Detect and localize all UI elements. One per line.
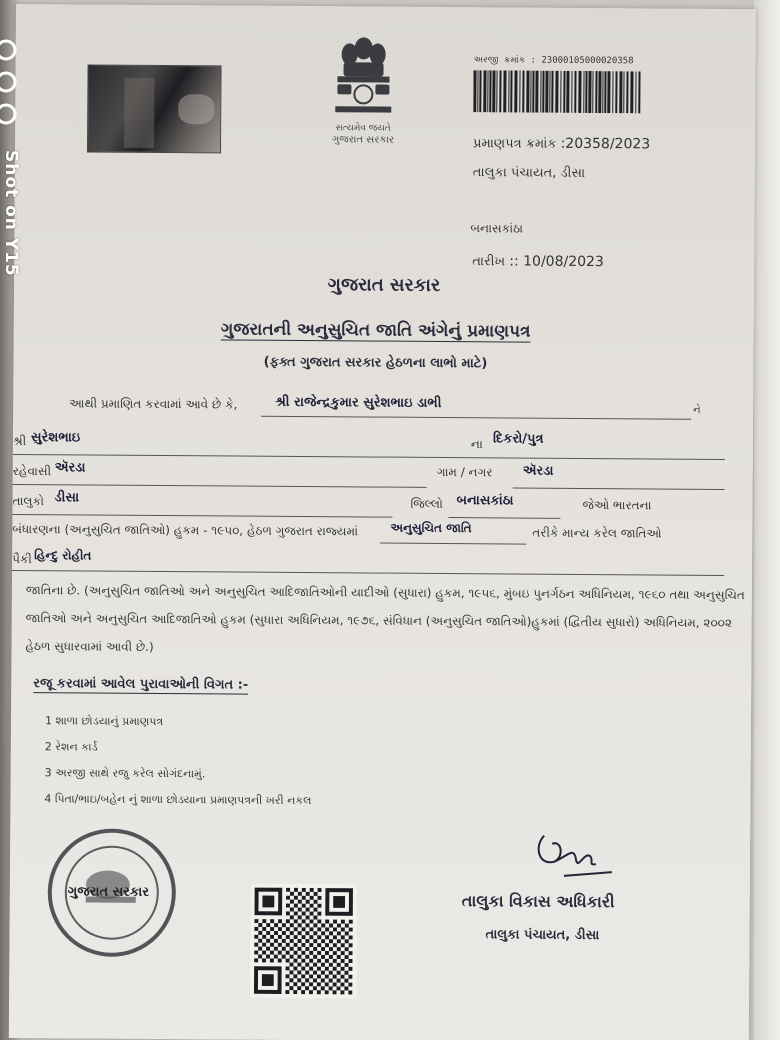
relation-prefix: ના [470,437,483,452]
who-india: જેઓ ભારતના [582,497,652,513]
document-item: 1 શાળા છોડયાનું પ્રમાણપત્ર [44,714,164,729]
state-emblem-icon [321,32,406,129]
constitution-text: બંધારણના (અનુસુચિત જાતિઓ) હુકમ - ૧૯૫૦, હેઠળ ગુજરાત રાજ્યમાં [12,521,358,539]
applicant-photo [87,65,222,154]
emblem-caption: ગુજરાત સરકાર [331,134,395,146]
relation: દિકરો/પુત્ર [492,431,544,447]
underline [380,543,526,545]
village-label: ગામ / નગર [436,464,493,480]
certificate-number: પ્રમાણપત્ર ક્રમાંક :20358/2023 [472,135,651,153]
village-value: ઍરડા [522,463,554,479]
documents-heading: રજૂ કરવામાં આવેલ પુરાવાઓની વિગત :- [33,676,249,693]
underline [13,484,427,488]
application-number: અરજી ક્રમાંક : 23000105000020358 [473,55,634,67]
underline [12,570,724,576]
father-prefix: શ્રી [12,433,27,449]
district-label: જિલ્લો [410,496,443,511]
father-name: સુરેશભાઇ [30,430,81,446]
document-subtitle: ગુજરાતની અનુસુચિત જાતિ અંગેનું પ્રમાણપત્ર [220,319,531,342]
recognized-text: તરીકે માન્ય કરેલ જાતિઓ [532,525,662,541]
document-item: 4 પિતા/ભાઇ/બહેન નું શાળા છોડયાના પ્રમાણપત્રની ખરી નકલ [44,792,312,808]
underline [13,454,725,460]
underline [261,416,691,420]
signatory-office: તાલુકા પંચાયત, ડીસા [485,927,600,944]
document-item: 2 રેશન કાર્ડ [44,740,98,754]
barcode [473,70,643,113]
certify-text: આથી પ્રમાણિત કરવામાં આવે છે કે, [69,396,238,412]
issue-date: તારીખ :: 10/08/2023 [472,253,604,271]
caste-value: હિન્દુ રોહીત [34,548,92,563]
taluka-value: ડીસા [54,490,80,506]
underline [448,517,560,519]
district-value: બનાસકાંઠા [456,493,514,509]
category: અનુસુચિત જાતિ [390,520,472,536]
certificate-paper [9,4,756,1040]
resident-value: ઍરડા [54,460,86,476]
watermark-icon [0,30,24,140]
caste-prefix: પૈકી [12,551,32,567]
resident-label: રહેવાસી [12,463,52,479]
document-title: ગુજરાત સરકાર [327,274,441,296]
issuer-office: તાલુકા પંચાયત, ડીસા [472,165,586,181]
taluka-label: તાલુકો [12,493,45,509]
person-name: શ્રી રાજેન્દ્રકુમાર સુરેશભાઇ ડાભી [275,394,442,411]
camera-watermark: Shot on Y15 [1,150,21,277]
name-suffix: ને [693,404,701,416]
qr-code [249,884,358,999]
document-note: (ફક્ત ગુજરાત સરકાર હેઠળના લાભો માટે) [263,354,488,372]
underline [12,514,392,518]
emblem-motto: સત્યમેવ જયતે [335,123,391,134]
background-edge-right [754,0,780,1040]
seal-text: ગુજરાત સરકાર [67,884,150,900]
legal-paragraph: જાતિના છે. (અનુસુચિત જાતિઓ અને અનુસુચિત આદિજાતિઓની યાદીઓ (સુધારા) હુકમ, ૧૯૫૬, મુંબઇ પુનર્ગઠન અધિનિયમ, ૧૯૬૦ તથા અનુસુચિત જાતિઓ અને અનુસુચિત આદિજાતિઓ હુકમ (સુધારા અધિનિયમ, ૧૯૭૬, સંવિધાન (અનુસુચિત જાતિઓ)હુકમાં (દ્વિતીય સુધારો) અધિનિયમ, ૨૦૦૨ હેઠળ સુધારવામાં આવી છે.) [25,583,745,654]
underline [513,487,725,489]
signature [524,826,614,885]
district-header: બનાસકાંઠા [470,221,524,236]
document-item: 3 અરજી સાથે રજુ કરેલ સોગંદનામું. [44,766,206,781]
signatory-title: તાલુકા વિકાસ અધિકારી [461,891,615,912]
